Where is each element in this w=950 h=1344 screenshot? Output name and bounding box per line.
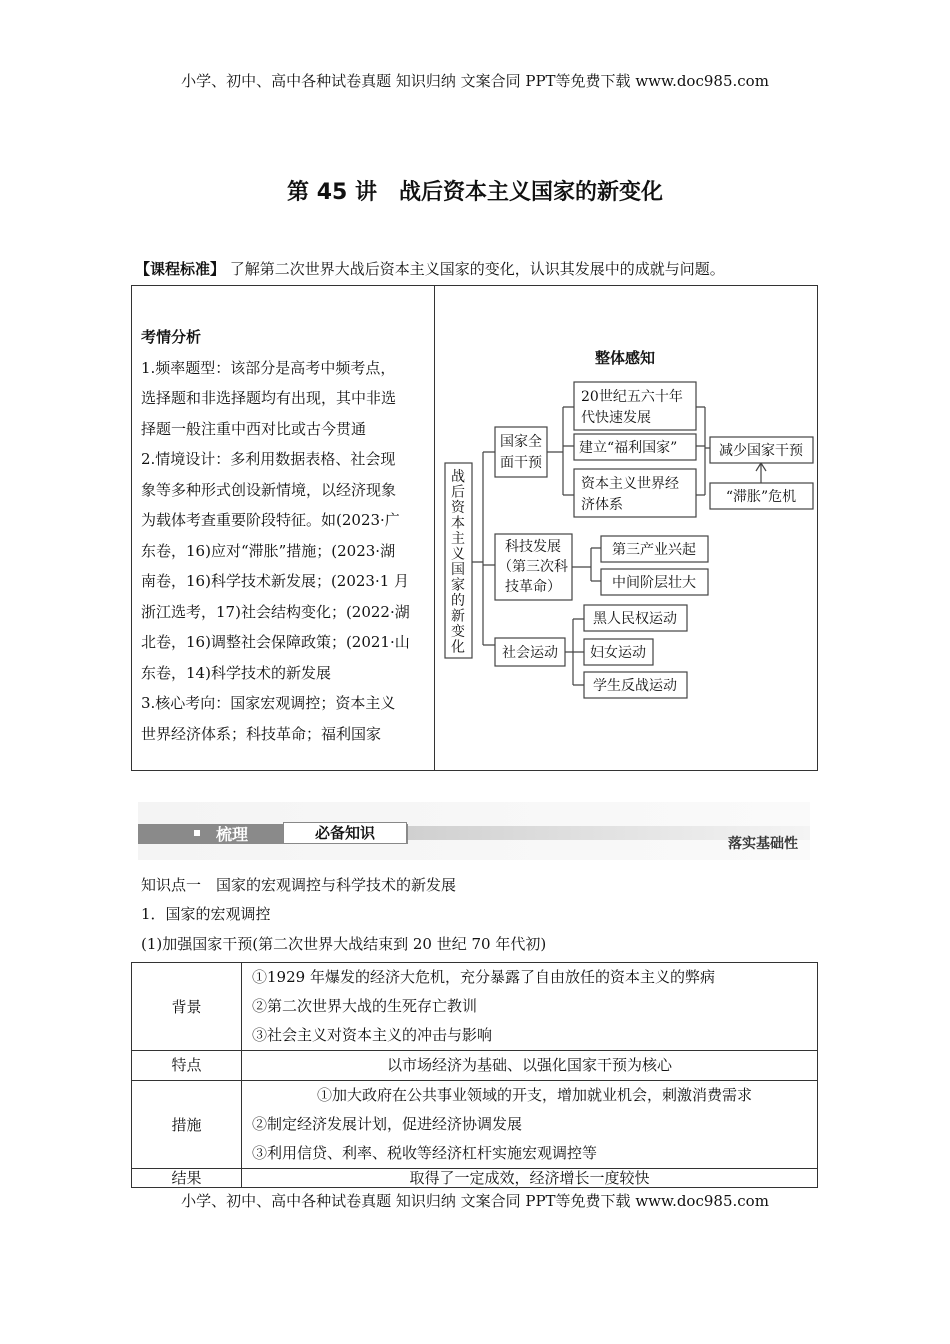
page-footer: 小学、初中、高中各种试卷真题 知识归纳 文案合同 PPT等免费下载 www.doc985.com	[181, 1192, 769, 1210]
branch-state-intervention: 国家全	[500, 434, 542, 450]
row-label: 背景	[132, 963, 242, 1051]
root-label-char: 义	[451, 546, 465, 563]
subsubsection-heading: (1)加强国家干预(第二次世界大战结束到 20 世纪 70 年代初)	[141, 935, 547, 953]
analysis-line: 东卷，16)应对“滞胀”措施；(2023·湖	[141, 541, 396, 560]
analysis-line: 1.频率题型：该部分是高考中频考点，	[141, 358, 396, 377]
table-row	[132, 963, 818, 1051]
node-women-movement: 妇女运动	[590, 645, 646, 661]
exam-analysis	[141, 322, 431, 749]
analysis-line: 世界经济体系；科技革命；福利国家	[141, 724, 382, 743]
analysis-line: 东卷，14)科学技术的新发展	[141, 663, 331, 682]
cell-line: ②制定经济发展计划，促进经济协调发展	[252, 1115, 523, 1133]
node-world-economy: 资本主义世界经	[581, 476, 679, 492]
table-row	[132, 1169, 818, 1188]
banner-left: 梳理	[216, 825, 249, 844]
root-label-char: 的	[451, 593, 465, 609]
cell-line: ①1929 年爆发的经济大危机，充分暴露了自由放任的资本主义的弊病	[252, 968, 715, 986]
mind-map	[433, 285, 817, 771]
analysis-line: 2.情境设计：多利用数据表格、社会现	[141, 450, 396, 468]
row-label: 特点	[132, 1051, 242, 1081]
section-banner	[138, 802, 810, 860]
root-label-char: 国	[451, 562, 465, 578]
root-label-char: 战	[451, 469, 465, 485]
node-stagflation: “滞胀”危机	[725, 489, 797, 505]
branch-tech-2: （第三次科	[498, 559, 568, 575]
analysis-line: 3.核心考向：国家宏观调控；资本主义	[141, 694, 396, 712]
node-reduce-intervention: 减少国家干预	[719, 443, 803, 459]
course-standard-label: 【课程标准】	[135, 260, 226, 278]
root-label-char: 新	[451, 608, 465, 625]
root-label-char: 变	[451, 624, 465, 640]
row-label: 措施	[132, 1081, 242, 1169]
cell-line: ③社会主义对资本主义的冲击与影响	[252, 1026, 493, 1044]
subsection-heading: 1．国家的宏观调控	[141, 905, 271, 923]
node-tertiary-industry: 第三产业兴起	[612, 542, 696, 558]
analysis-line: 选择题和非选择题均有出现，其中非选	[141, 389, 397, 407]
analysis-line: 为载体考查重要阶段特征。如(2023·广	[141, 511, 400, 529]
analysis-heading: 考情分析	[141, 328, 202, 346]
root-label-char: 主	[451, 531, 465, 547]
banner-middle: 必备知识	[283, 822, 407, 844]
branch-social-movements: 社会运动	[502, 645, 558, 661]
node-world-economy-2: 济体系	[581, 497, 623, 513]
analysis-line: 择题一般注重中西对比或古今贯通	[141, 419, 367, 438]
node-rapid-growth: 20世纪五六十年	[581, 389, 683, 405]
cell-line: ③利用信贷、利率、税收等经济杠杆实施宏观调控等	[252, 1144, 598, 1162]
table-row	[132, 1081, 818, 1169]
intervention-table	[131, 962, 818, 1188]
root-label-char: 家	[451, 577, 465, 594]
banner-right: 落实基础性	[728, 836, 798, 852]
cell-value: 以市场经济为基础、以强化国家干预为核心	[242, 1051, 818, 1081]
square-bullet-icon	[194, 830, 200, 836]
page-title: 第 45 讲 战后资本主义国家的新变化	[287, 180, 663, 205]
analysis-line: 南卷，16)科学技术新发展；(2023·1 月	[141, 572, 410, 590]
cell-value: 取得了一定成效，经济增长一度较快	[242, 1169, 818, 1188]
branch-state-intervention-2: 面干预	[500, 455, 542, 471]
node-antiwar-movement: 学生反战运动	[593, 678, 677, 694]
row-label: 结果	[132, 1169, 242, 1188]
knowledge-point-heading: 知识点一 国家的宏观调控与科学技术的新发展	[141, 876, 457, 894]
course-standard-text: 了解第二次世界大战后资本主义国家的变化，认识其发展中的成就与问题。	[229, 260, 725, 278]
branch-tech-3: 技革命）	[505, 579, 561, 595]
node-welfare-state: 建立“福利国家”	[579, 440, 678, 456]
analysis-line: 象等多种形式创设新情境，以经济现象	[141, 480, 397, 499]
node-civil-rights: 黑人民权运动	[593, 611, 677, 627]
cell-line: ②第二次世界大战的生死存亡教训	[252, 997, 478, 1015]
table-row	[132, 1051, 818, 1081]
root-label	[451, 468, 466, 656]
root-label-char: 资	[451, 500, 465, 516]
analysis-line: 浙江选考，17)社会结构变化；(2022·湖	[141, 602, 410, 621]
root-label-char: 本	[451, 515, 465, 532]
course-standard	[135, 258, 725, 279]
node-rapid-growth-2: 代快速发展	[581, 410, 651, 426]
page-header: 小学、初中、高中各种试卷真题 知识归纳 文案合同 PPT等免费下载 www.doc985.com	[181, 72, 769, 90]
node-middle-class: 中间阶层壮大	[612, 575, 696, 591]
root-label-char: 化	[451, 639, 465, 656]
cell-line: ①加大政府在公共事业领域的开支，增加就业机会，刺激消费需求	[316, 1086, 752, 1104]
analysis-line: 北卷，16)调整社会保障政策；(2021·山	[141, 633, 410, 651]
mindmap-heading: 整体感知	[594, 349, 656, 367]
branch-tech: 科技发展	[505, 539, 561, 555]
root-label-char: 后	[451, 484, 465, 501]
